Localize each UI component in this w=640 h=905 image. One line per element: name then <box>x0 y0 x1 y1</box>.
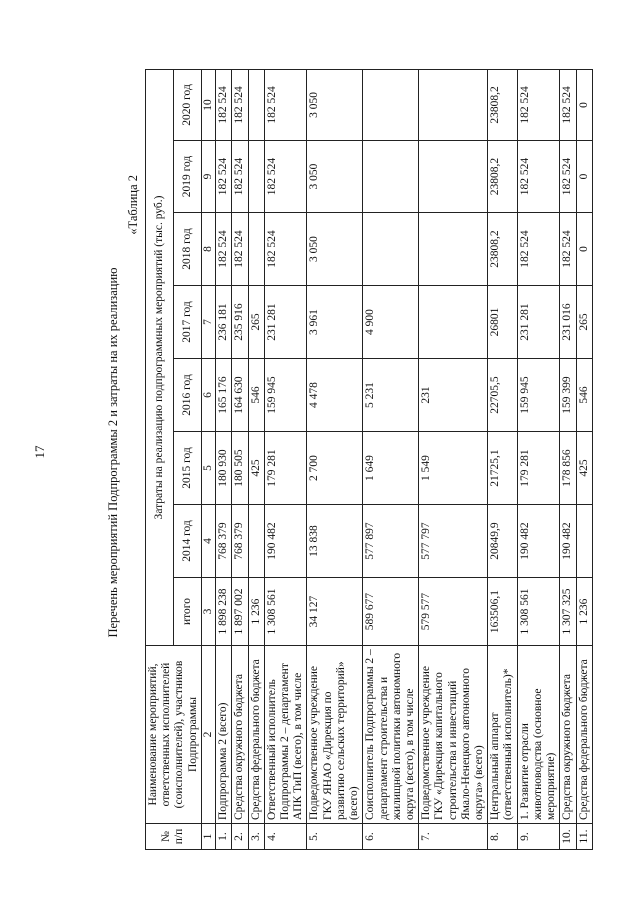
cell-year-value: 159 945 <box>517 359 560 432</box>
col-header-year: 2017 год <box>173 286 201 359</box>
cell-year-value <box>576 505 592 578</box>
col-header-name: Наименование мероприятий, ответственных исполнителей (соисполнителей), участников Подпрограммы <box>146 646 202 824</box>
row-name: Центральный аппарат (ответственный исполнитель)* <box>488 646 517 824</box>
cell-year-value: 546 <box>576 359 592 432</box>
cell-year-value: 21725,1 <box>488 432 517 505</box>
column-number-row <box>201 69 215 849</box>
row-number: 5. <box>307 824 363 850</box>
table-row <box>488 69 517 849</box>
row-name: Подведомственное учреждение ГКУ ЯНАО «Дирекция по развитию сельских территорий» (всего) <box>307 646 363 824</box>
cell-total: 579 577 <box>419 578 488 646</box>
row-name: Средства федерального бюджета <box>576 646 592 824</box>
cell-year-value: 190 482 <box>264 505 307 578</box>
col-header-year: 2014 год <box>173 505 201 578</box>
table-row <box>216 69 232 849</box>
cell-year-value: 182 524 <box>560 141 576 213</box>
cell-year-value: 231 281 <box>517 286 560 359</box>
cell-year-value <box>419 213 488 286</box>
cell-year-value: 0 <box>576 69 592 140</box>
cell-total: 163506,1 <box>488 578 517 646</box>
cell-year-value <box>248 505 264 578</box>
costs-table <box>145 69 593 850</box>
document-title: Перечень мероприятий Подпрограммы 2 и затраты на их реализацию <box>106 267 120 638</box>
table-body <box>216 69 593 849</box>
table-row <box>264 69 307 849</box>
cell-year-value: 182 524 <box>560 213 576 286</box>
cell-year-value: 231 016 <box>560 286 576 359</box>
cell-year-value: 190 482 <box>517 505 560 578</box>
row-number: 8. <box>488 824 517 850</box>
cell-year-value: 1 649 <box>363 432 419 505</box>
cell-year-value: 182 524 <box>216 141 232 213</box>
cell-total: 589 677 <box>363 578 419 646</box>
table-row <box>576 69 592 849</box>
cell-year-value: 236 181 <box>216 286 232 359</box>
cell-year-value: 3 050 <box>307 141 363 213</box>
cell-year-value: 20849,9 <box>488 505 517 578</box>
cell-year-value: 179 281 <box>264 432 307 505</box>
row-name: Соисполнитель Подпрограммы 2 – департамент строительства и жилищной политики автономного округа (всего), в том числе <box>363 646 419 824</box>
col-header-year: 2016 год <box>173 359 201 432</box>
header-row-1 <box>146 69 174 849</box>
cell-year-value: 546 <box>248 359 264 432</box>
cell-year-value <box>248 213 264 286</box>
row-number: 3. <box>248 824 264 850</box>
column-number: 1 <box>201 824 215 850</box>
cell-year-value: 4 900 <box>363 286 419 359</box>
cell-year-value: 182 524 <box>517 213 560 286</box>
row-number: 9. <box>517 824 560 850</box>
column-number: 6 <box>201 359 215 432</box>
table-row <box>419 69 488 849</box>
cell-year-value: 26801 <box>488 286 517 359</box>
col-header-costs: Затраты на реализацию подпрограммных мероприятий (тыс. руб.) <box>146 69 174 645</box>
cell-year-value: 179 281 <box>517 432 560 505</box>
cell-year-value <box>248 141 264 213</box>
row-name: Средства окружного бюджета <box>232 646 248 824</box>
table-row <box>248 69 264 849</box>
table-row <box>232 69 248 849</box>
cell-year-value: 182 524 <box>264 213 307 286</box>
column-number: 2 <box>201 646 215 824</box>
column-number: 5 <box>201 432 215 505</box>
cell-year-value: 182 524 <box>560 69 576 140</box>
col-header-num: № п/п <box>146 824 202 850</box>
row-number: 6. <box>363 824 419 850</box>
cell-year-value: 165 176 <box>216 359 232 432</box>
cell-year-value: 425 <box>576 432 592 505</box>
cell-year-value: 235 916 <box>232 286 248 359</box>
cell-year-value: 178 856 <box>560 432 576 505</box>
page-number: 17 <box>32 445 47 459</box>
cell-year-value <box>419 286 488 359</box>
cell-year-value: 23808,2 <box>488 213 517 286</box>
cell-year-value: 577 897 <box>363 505 419 578</box>
cell-year-value: 0 <box>576 141 592 213</box>
column-number: 8 <box>201 213 215 286</box>
cell-year-value: 182 524 <box>517 69 560 140</box>
cell-year-value: 5 231 <box>363 359 419 432</box>
cell-year-value: 182 524 <box>216 213 232 286</box>
col-header-year: 2018 год <box>173 213 201 286</box>
col-header-total: итого <box>173 578 201 646</box>
row-name: Подпрограмма 2 (всего) <box>216 646 232 824</box>
cell-year-value <box>363 141 419 213</box>
cell-year-value: 182 524 <box>517 141 560 213</box>
cell-year-value <box>363 213 419 286</box>
col-header-year: 2020 год <box>173 69 201 140</box>
cell-year-value: 159 945 <box>264 359 307 432</box>
cell-year-value: 231 281 <box>264 286 307 359</box>
row-name: Средства окружного бюджета <box>560 646 576 824</box>
row-number: 2. <box>232 824 248 850</box>
cell-year-value: 182 524 <box>232 69 248 140</box>
cell-year-value: 182 524 <box>232 213 248 286</box>
cell-year-value: 190 482 <box>560 505 576 578</box>
cell-year-value: 425 <box>248 432 264 505</box>
row-name: Средства федерального бюджета <box>248 646 264 824</box>
col-header-year: 2015 год <box>173 432 201 505</box>
cell-total: 34 127 <box>307 578 363 646</box>
column-number: 10 <box>201 69 215 140</box>
cell-year-value: 159 399 <box>560 359 576 432</box>
column-number: 7 <box>201 286 215 359</box>
cell-year-value <box>363 69 419 140</box>
cell-year-value <box>419 141 488 213</box>
cell-year-value: 577 797 <box>419 505 488 578</box>
row-number: 4. <box>264 824 307 850</box>
table-row <box>307 69 363 849</box>
row-name: Ответственный исполнитель Подпрограммы 2 – департамент АПК ТиП (всего), в том числе <box>264 646 307 824</box>
row-name: Подведомственное учреждение ГКУ «Дирекция капитального строительства и инвестиций Ямало-Ненецкого автономного округа» (всего) <box>419 646 488 824</box>
row-name: 1. Развитие отрасли животноводства (основное мероприятие) <box>517 646 560 824</box>
cell-year-value: 2 700 <box>307 432 363 505</box>
cell-year-value: 768 379 <box>232 505 248 578</box>
cell-year-value: 231 <box>419 359 488 432</box>
table-row <box>560 69 576 849</box>
row-number: 11. <box>576 824 592 850</box>
column-number: 4 <box>201 505 215 578</box>
cell-year-value: 164 630 <box>232 359 248 432</box>
cell-total: 1 897 002 <box>232 578 248 646</box>
row-number: 7. <box>419 824 488 850</box>
cell-year-value: 180 505 <box>232 432 248 505</box>
cell-year-value: 13 838 <box>307 505 363 578</box>
cell-year-value: 768 379 <box>216 505 232 578</box>
cell-total: 1 236 <box>248 578 264 646</box>
table-row <box>517 69 560 849</box>
table-label: «Таблица 2 <box>126 175 140 235</box>
cell-total: 1 236 <box>576 578 592 646</box>
cell-year-value: 180 930 <box>216 432 232 505</box>
cell-total: 1 308 561 <box>264 578 307 646</box>
column-number: 9 <box>201 141 215 213</box>
cell-year-value: 23808,2 <box>488 141 517 213</box>
cell-year-value: 182 524 <box>232 141 248 213</box>
cell-year-value: 4 478 <box>307 359 363 432</box>
cell-total: 1 898 238 <box>216 578 232 646</box>
cell-total: 1 308 561 <box>517 578 560 646</box>
col-header-year: 2019 год <box>173 141 201 213</box>
column-number: 3 <box>201 578 215 646</box>
table-row <box>363 69 419 849</box>
cell-year-value: 0 <box>576 213 592 286</box>
cell-year-value: 22705,5 <box>488 359 517 432</box>
cell-year-value: 3 050 <box>307 213 363 286</box>
row-number: 10. <box>560 824 576 850</box>
cell-year-value: 265 <box>248 286 264 359</box>
cell-year-value: 182 524 <box>264 69 307 140</box>
row-number: 1. <box>216 824 232 850</box>
cell-year-value: 182 524 <box>264 141 307 213</box>
cell-year-value: 3 961 <box>307 286 363 359</box>
cell-year-value: 265 <box>576 286 592 359</box>
cell-year-value <box>248 69 264 140</box>
cell-year-value: 23808,2 <box>488 69 517 140</box>
cell-year-value: 1 549 <box>419 432 488 505</box>
cell-total: 1 307 325 <box>560 578 576 646</box>
cell-year-value: 3 050 <box>307 69 363 140</box>
cell-year-value <box>419 69 488 140</box>
cell-year-value: 182 524 <box>216 69 232 140</box>
